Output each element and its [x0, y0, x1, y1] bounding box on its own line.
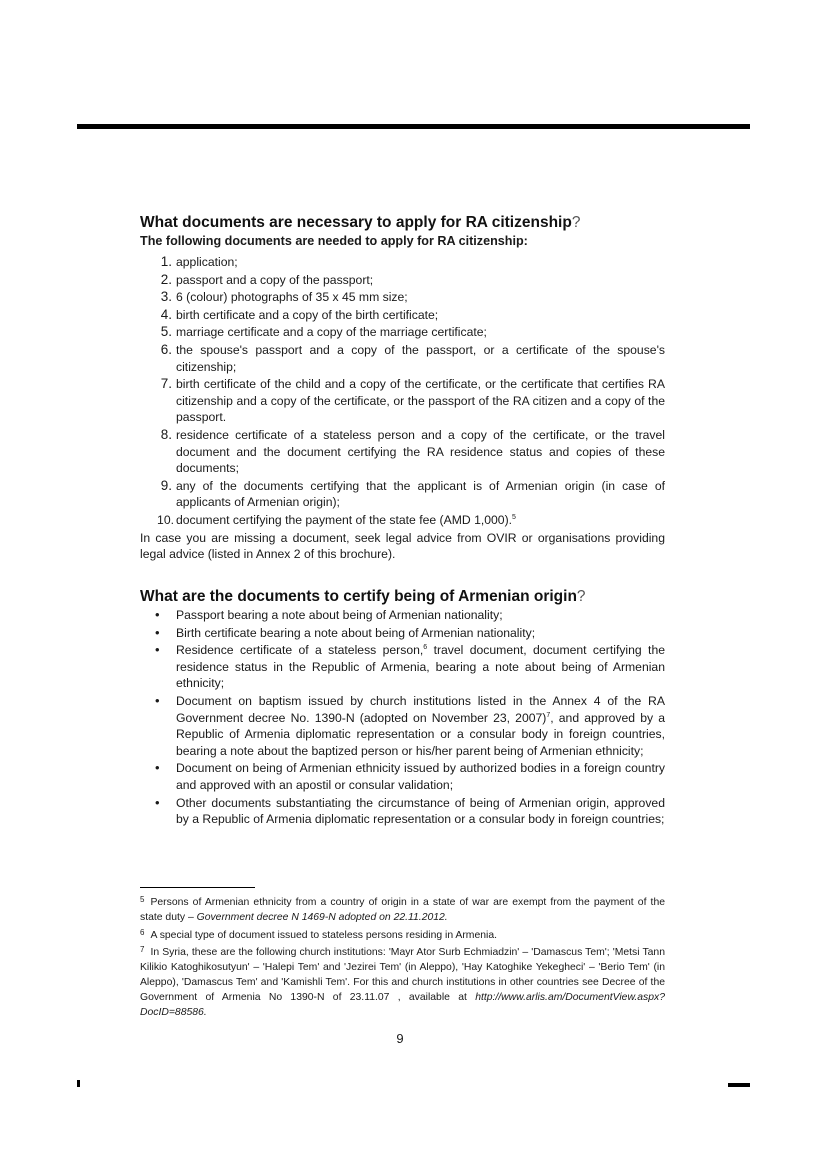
list-item: 10. document certifying the payment of the state fee (AMD 1,000).$^5$ — [157, 512, 516, 527]
bullet-icon: • — [155, 607, 160, 623]
list-item: • Document on baptism issued by church institutions listed in the Annex 4 of the RA Government decree No. 1390-N (adopted on November 23, 2007)$^7$, and approved by a Republic of Armenia diplomatic representation or a consular body in foreign countries, bearing a note about the baptized person or his/her parent being of Armenian ethnicity; — [155, 693, 665, 758]
heading-question-mark: ? — [571, 214, 581, 231]
list-item: 9. any of the documents certifying that the applicant is of Armenian origin (in case of applicants of Armenian origin); — [160, 477, 665, 510]
footnote-5: $^5$ Persons of Armenian ethnicity from a country of origin in a state of war are exempt from the payment of the state duty – Government decree N 1469-N adopted on 22.11.2012. — [140, 895, 665, 923]
main-content — [140, 213, 665, 829]
list-item: • Residence certificate of a stateless person,$^6$ travel document, document certifying the residence status in the Republic of Armenia, bearing a note about being of Armenian ethnicity; — [155, 642, 665, 691]
section1-subheading: The following documents are needed to apply for RA citizenship: — [140, 234, 528, 248]
heading-question-mark: ? — [576, 588, 586, 606]
footnotes — [140, 893, 665, 1020]
list-item: 7. birth certificate of the child and a copy of the certificate, or the certificate that certifies RA citizenship and a copy of the certificate, or the passport of the RA citizen and a copy of the passport. — [160, 376, 665, 425]
footnote-ref-6[interactable]: 6 — [423, 644, 428, 652]
legal-advice-paragraph: In case you are missing a document, seek legal advice from OVIR or organisations providing legal advice (listed in Annex 2 of this brochure). — [140, 530, 665, 562]
footnote-ref-7[interactable]: 7 — [546, 711, 551, 719]
bullet-icon: • — [155, 760, 160, 776]
list-item: 4. birth certificate and a copy of the birth certificate; — [160, 306, 439, 322]
footnote-6: $^6$ A special type of document issued to stateless persons residing in Armenia. — [140, 927, 497, 941]
footnote-ref-5[interactable]: 5 — [512, 513, 516, 521]
bullet-icon: • — [155, 693, 160, 709]
section2-heading-text: What are the documents to certify being of Armenian origin — [140, 588, 577, 606]
list-item: • Passport bearing a note about being of Armenian nationality; — [155, 607, 503, 623]
list-item: 8. residence certificate of a stateless person and a copy of the certificate, or the travel document and the document certifying the RA residence status and copies of these documents; — [160, 426, 665, 476]
list-item: • Birth certificate bearing a note about being of Armenian nationality; — [155, 624, 536, 640]
footnote-rule — [140, 887, 255, 888]
bullet-icon: • — [155, 794, 160, 810]
crop-mark-right — [728, 1083, 750, 1087]
section1-heading-text: What documents are necessary to apply for RA citizenship — [140, 214, 572, 231]
origin-documents-list — [140, 607, 665, 828]
section1-heading — [140, 213, 665, 233]
footnote-7: $^7$ In Syria, these are the following church institutions: 'Mayr Ator Surb Echmiadzin' – 'Damascus Tem'; 'Metsi Tann Kilikio Katoghikosutyun' – 'Halepi Tem' and 'Jezirei Tem' (in Aleppo), 'Hay Katoghike Yekegheci' – 'Berio Tem' (in Aleppo), 'Damascus Tem' and 'Kamishli Tem'. For this and church institutions in other countries see Decree of the Government of Armenia No 1390-N of 23.11.07 , available at http://www.arlis.am/DocumentView.aspx?DocID=88586. — [140, 945, 665, 1018]
header-rule — [77, 124, 750, 129]
arlis-link[interactable]: http://www.arlis.am/DocumentView.aspx?DocID=88586. — [140, 991, 665, 1018]
section2-heading — [140, 587, 665, 607]
list-item: • Document on being of Armenian ethnicity issued by authorized bodies in a foreign country and approved with an apostil or consular validation; — [155, 760, 665, 793]
bullet-icon: • — [155, 642, 160, 658]
list-item: 6. the spouse's passport and a copy of the passport, or a certificate of the spouse's citizenship; — [160, 341, 665, 374]
list-item: 3. 6 (colour) photographs of 35 x 45 mm size; — [160, 289, 408, 305]
list-item: • Other documents substantiating the circumstance of being of Armenian origin, approved by a Republic of Armenia diplomatic representation or a consular body in foreign countries; — [155, 794, 665, 827]
page-number: 9 — [396, 1031, 404, 1046]
bullet-icon: • — [155, 624, 160, 640]
list-item: 1. application; — [160, 254, 238, 269]
required-documents-list — [140, 254, 665, 529]
list-item: 5. marriage certificate and a copy of the marriage certificate; — [160, 324, 487, 340]
crop-mark-left — [77, 1080, 80, 1087]
list-item: 2. passport and a copy of the passport; — [160, 271, 374, 287]
